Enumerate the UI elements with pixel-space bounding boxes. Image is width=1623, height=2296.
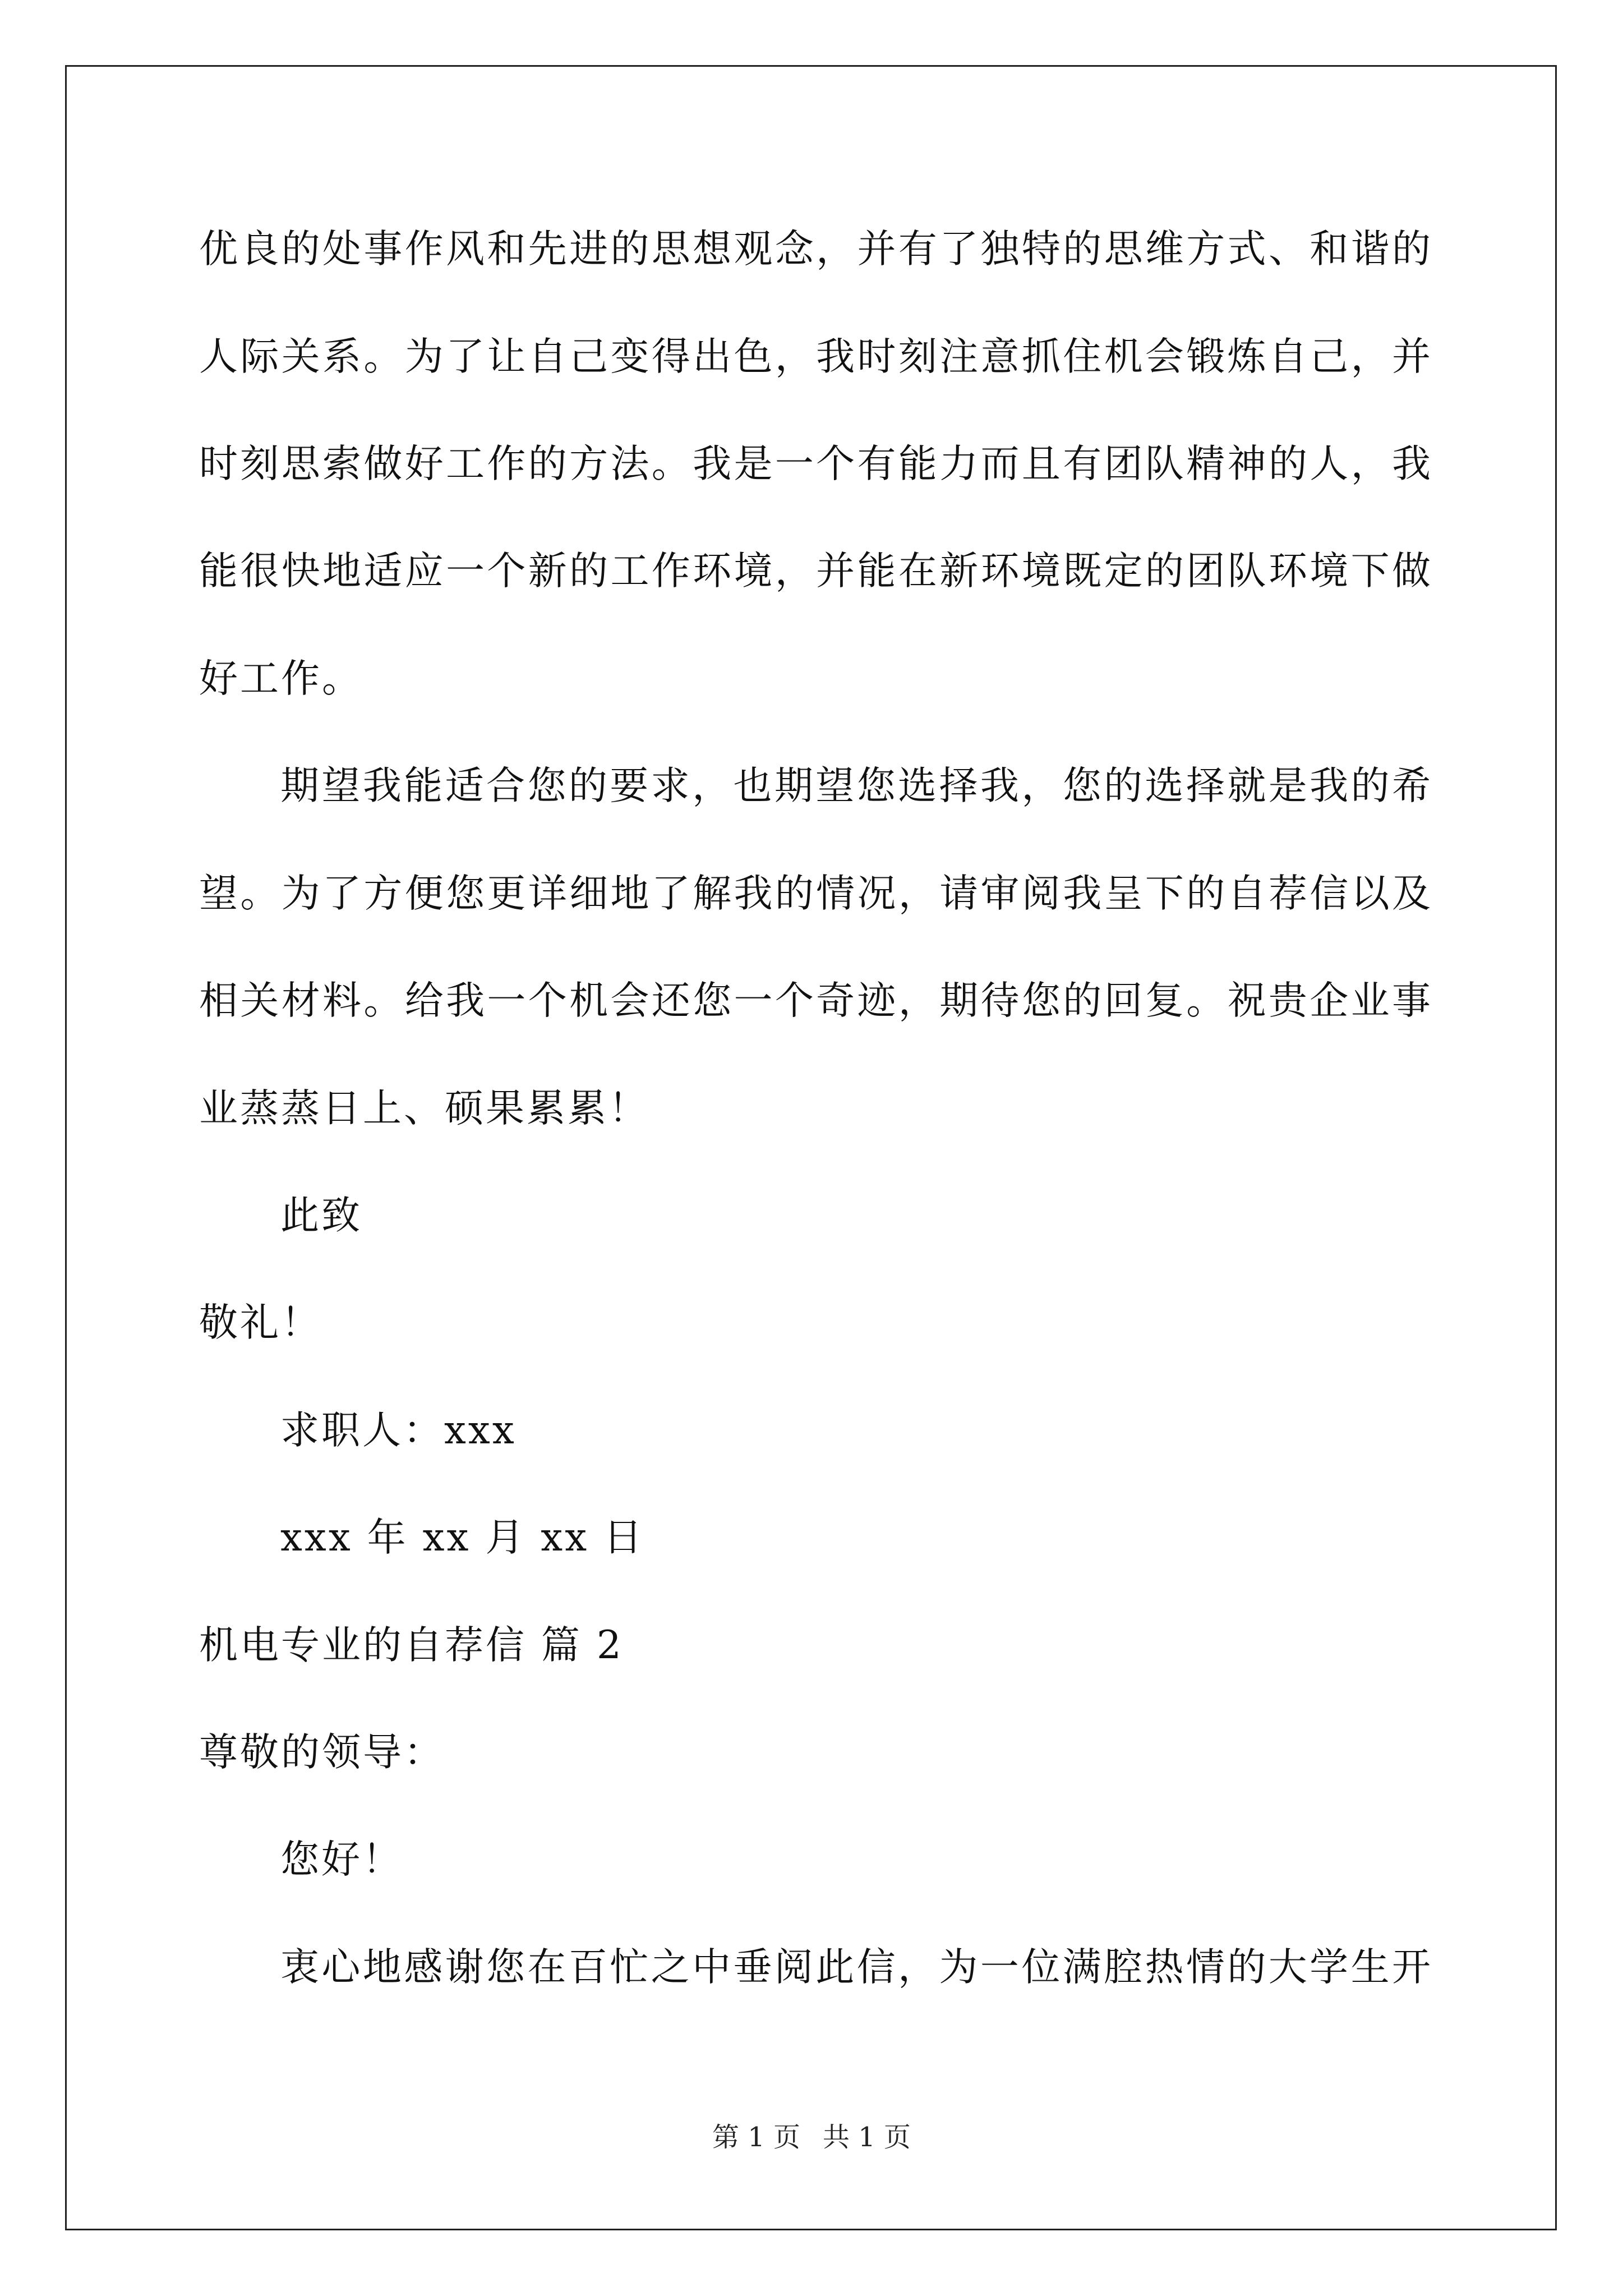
text-line: 衷心地感谢您在百忙之中垂阅此信，为一位满腔热情的大学生开	[280, 1945, 1433, 1990]
section-heading: 机电专业的自荐信 篇 2	[199, 1623, 624, 1668]
text-line: 相关材料。给我一个机会还您一个奇迹，期待您的回复。祝贵企业事	[199, 978, 1433, 1023]
text-line: 好工作。	[199, 656, 363, 701]
page-number: 第 1 页	[712, 2122, 800, 2153]
text-line: 业蒸蒸日上、硕果累累！	[199, 1086, 649, 1131]
letter-date: xxx 年 xx 月 xx 日	[280, 1515, 645, 1560]
text-line: 优良的处事作风和先进的思想观念，并有了独特的思维方式、和谐的	[199, 227, 1433, 272]
closing-salutation: 此致	[280, 1193, 362, 1238]
closing-regards: 敬礼！	[199, 1300, 322, 1345]
page-count: 共 1 页	[823, 2122, 911, 2153]
text-line: 人际关系。为了让自己变得出色，我时刻注意抓住机会锻炼自己，并	[199, 334, 1433, 379]
page-footer	[0, 2120, 1623, 2154]
hello: 您好！	[280, 1837, 403, 1882]
text-line: 期望我能适合您的要求，也期望您选择我，您的选择就是我的希	[280, 763, 1433, 808]
text-line: 能很快地适应一个新的工作环境，并能在新环境既定的团队环境下做	[199, 549, 1433, 593]
applicant-signature: 求职人：xxx	[280, 1408, 517, 1453]
text-line: 望。为了方便您更详细地了解我的情况，请审阅我呈下的自荐信以及	[199, 871, 1433, 916]
page-border	[65, 65, 1557, 2230]
text-line: 时刻思索做好工作的方法。我是一个有能力而且有团队精神的人，我	[199, 441, 1433, 486]
greeting: 尊敬的领导：	[199, 1730, 445, 1775]
